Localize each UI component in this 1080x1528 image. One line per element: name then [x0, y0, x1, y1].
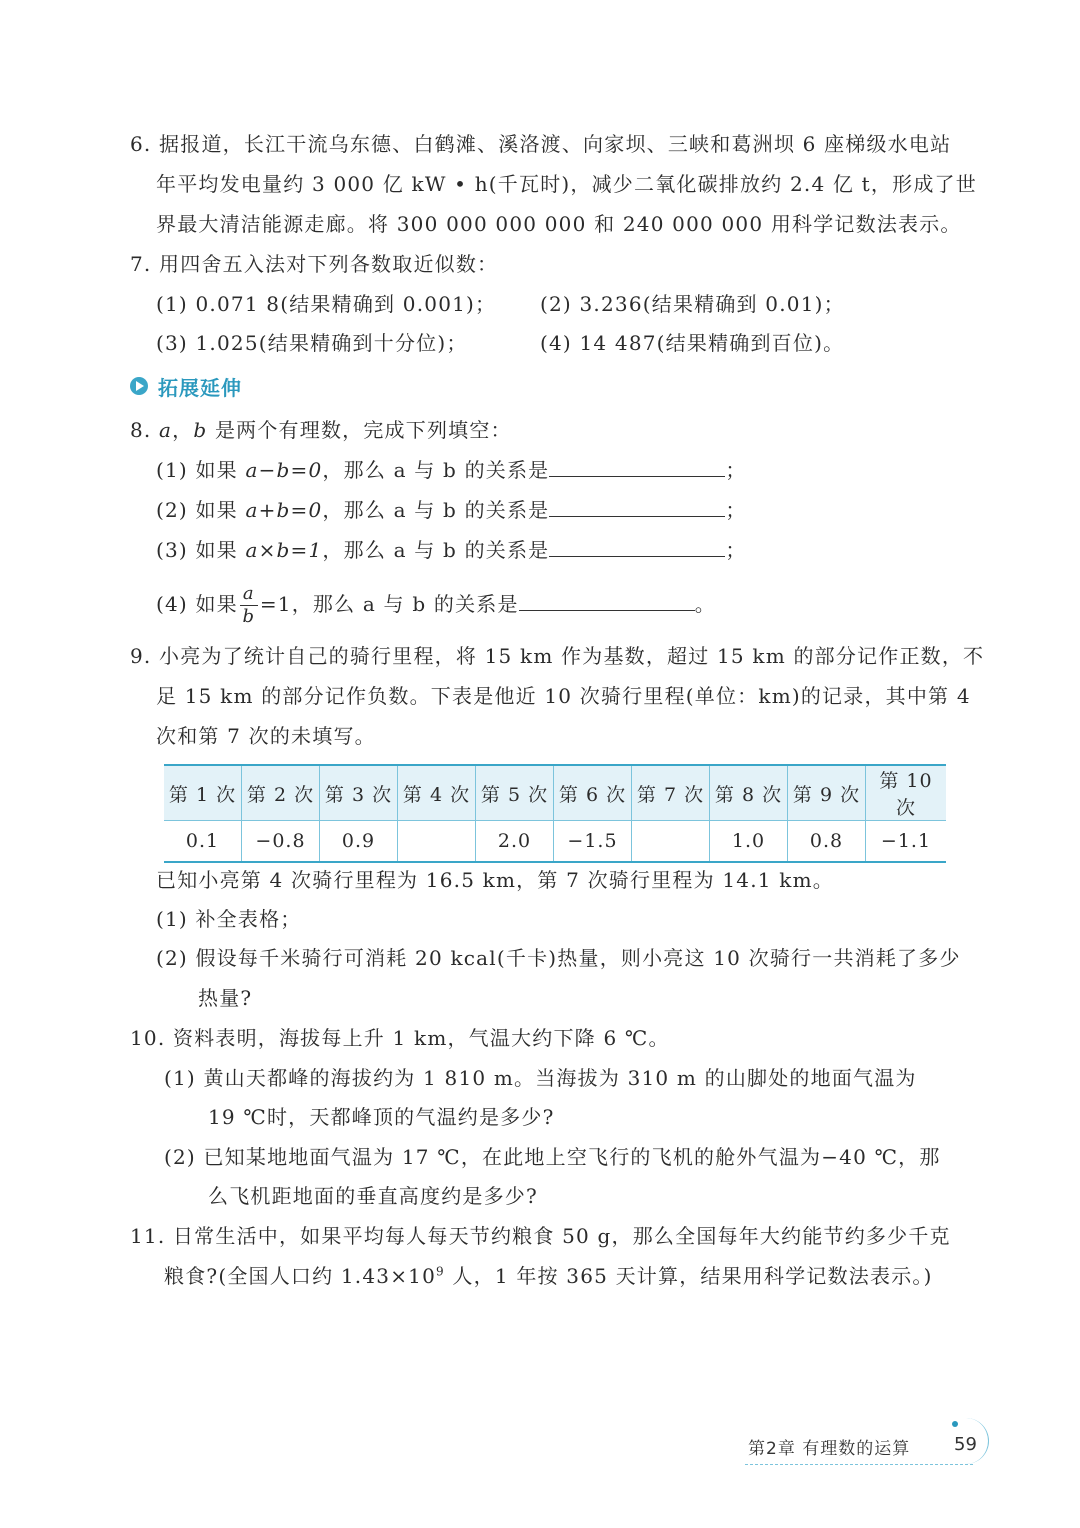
table-header-cell: 第 10 次 — [866, 765, 947, 821]
chapter-footer: 第2章 有理数的运算 — [748, 1439, 911, 1459]
table-cell: 0.8 — [788, 821, 866, 863]
q8-p2-expression: a+b=0 — [245, 498, 323, 522]
q9-part-2-line-2: 热量? — [198, 986, 253, 1010]
q8-p3-end: ； — [725, 538, 747, 562]
footer-divider — [745, 1464, 973, 1465]
q8-p1-blank[interactable] — [549, 456, 725, 477]
q10-part-2-line-1: (2) 已知某地地面气温为 17 ℃，在此地上空飞行的飞机的舱外气温为−40 ℃，那 — [164, 1145, 941, 1169]
q8-p2-prefix: (2) 如果 — [156, 498, 246, 522]
q8-p4-end: 。 — [694, 592, 716, 616]
page-number-dot — [952, 1421, 958, 1427]
riding-record-table — [164, 764, 946, 863]
table-row — [164, 821, 946, 863]
q6-line-2: 年平均发电量约 3 000 亿 kW • h(千瓦时)，减少二氧化碳排放约 2.4 亿 t，形成了世 — [156, 172, 977, 196]
fraction-numerator: a — [240, 583, 258, 606]
q8-stem-text: 是两个有理数，完成下列填空： — [207, 418, 512, 442]
q9-line-3: 次和第 7 次的未填写。 — [156, 724, 376, 748]
table-header-cell: 第 3 次 — [320, 765, 398, 821]
q8-var-a: a — [159, 418, 173, 442]
table-header-cell: 第 2 次 — [242, 765, 320, 821]
q10-part-1-line-1: (1) 黄山天都峰的海拔约为 1 810 m。当海拔为 310 m 的山脚处的地面气温为 — [164, 1066, 917, 1090]
section-title: 拓展延伸 — [158, 375, 242, 400]
q6-line-1: 6. 据报道，长江干流乌东德、白鹤滩、溪洛渡、向家坝、三峡和葛洲坝 6 座梯级水电站 — [130, 132, 952, 156]
table-cell-empty[interactable] — [398, 821, 476, 863]
table-header-cell: 第 7 次 — [632, 765, 710, 821]
q8-p3-blank[interactable] — [549, 536, 725, 557]
q7-part-1: (1) 0.071 8(结果精确到 0.001)； — [156, 292, 497, 316]
q11-line-1: 11. 日常生活中，如果平均每人每天节约粮食 50 g，那么全国每年大约能节约多少千克 — [130, 1224, 951, 1248]
q8-p4-relation: ，那么 a 与 b 的关系是 — [291, 592, 519, 616]
table-header-cell: 第 5 次 — [476, 765, 554, 821]
table-cell: 1.0 — [710, 821, 788, 863]
q9-line-1: 9. 小亮为了统计自己的骑行里程，将 15 km 作为基数，超过 15 km 的部分记作正数，不 — [130, 644, 985, 668]
q8-p2-relation: ，那么 a 与 b 的关系是 — [322, 498, 550, 522]
q7-part-2: (2) 3.236(结果精确到 0.01)； — [540, 292, 845, 316]
table-cell: 2.0 — [476, 821, 554, 863]
q6-line-3: 界最大清洁能源走廊。将 300 000 000 000 和 240 000 000 用科学记数法表示。 — [156, 212, 962, 236]
q11-line-2-prefix: 粮食?(全国人口约 1.43×10 — [164, 1264, 437, 1288]
q9-line-2: 足 15 km 的部分记作负数。下表是他近 10 次骑行里程(单位：km)的记录，其中第 4 — [156, 684, 971, 708]
q8-part-4 — [156, 580, 716, 628]
q8-p2-blank[interactable] — [549, 496, 725, 517]
q7-stem: 7. 用四舍五入法对下列各数取近似数： — [130, 252, 499, 276]
q8-var-b: b — [193, 418, 208, 442]
fraction-denominator: b — [242, 606, 256, 627]
q9-known: 已知小亮第 4 次骑行里程为 16.5 km，第 7 次骑行里程为 14.1 km。 — [156, 868, 834, 892]
q8-p1-end: ； — [725, 458, 747, 482]
q8-stem — [130, 416, 512, 444]
q8-p2-end: ； — [725, 498, 747, 522]
q9-part-2-line-1: (2) 假设每千米骑行可消耗 20 kcal(千卡)热量，则小亮这 10 次骑行一共消耗了多少 — [156, 946, 961, 970]
q8-p4-equation: =1 — [259, 592, 292, 616]
table-cell: 0.9 — [320, 821, 398, 863]
table-cell: −1.1 — [866, 821, 947, 863]
table-cell: −1.5 — [554, 821, 632, 863]
q8-part-1 — [156, 456, 747, 484]
table-cell: −0.8 — [242, 821, 320, 863]
q8-p1-relation: ，那么 a 与 b 的关系是 — [322, 458, 550, 482]
table-header-cell: 第 8 次 — [710, 765, 788, 821]
q8-p3-prefix: (3) 如果 — [156, 538, 246, 562]
q11-exponent: 9 — [436, 1264, 445, 1279]
table-header-cell: 第 4 次 — [398, 765, 476, 821]
q10-stem: 10. 资料表明，海拔每上升 1 km，气温大约下降 6 ℃。 — [130, 1026, 670, 1050]
q8-p4-prefix: (4) 如果 — [156, 592, 238, 616]
table-header-row — [164, 765, 946, 821]
fraction-a-over-b — [240, 583, 258, 628]
table-header-cell: 第 6 次 — [554, 765, 632, 821]
page-number: 59 — [954, 1434, 977, 1455]
q11-line-2 — [164, 1262, 933, 1290]
q8-part-3 — [156, 536, 747, 564]
q8-p1-prefix: (1) 如果 — [156, 458, 246, 482]
table-header-cell: 第 1 次 — [164, 765, 242, 821]
q8-comma: ， — [172, 418, 194, 442]
q8-part-2 — [156, 496, 747, 524]
q7-part-4: (4) 14 487(结果精确到百位)。 — [540, 331, 845, 355]
table-cell-empty[interactable] — [632, 821, 710, 863]
q10-part-1-line-2: 19 ℃时，天都峰顶的气温约是多少? — [208, 1105, 555, 1129]
q7-part-3: (3) 1.025(结果精确到十分位)； — [156, 331, 468, 355]
section-header — [130, 372, 242, 400]
q8-p1-expression: a−b=0 — [245, 458, 323, 482]
q9-part-1: (1) 补全表格； — [156, 907, 302, 931]
play-circle-icon — [130, 377, 148, 395]
table-header-cell: 第 9 次 — [788, 765, 866, 821]
q8-p3-expression: a×b=1 — [245, 538, 323, 562]
q8-number: 8. — [130, 418, 152, 442]
table-cell: 0.1 — [185, 830, 220, 852]
q11-line-2-suffix: 人，1 年按 365 天计算，结果用科学记数法表示。) — [444, 1264, 933, 1288]
q8-p3-relation: ，那么 a 与 b 的关系是 — [322, 538, 550, 562]
q8-p4-blank[interactable] — [519, 590, 695, 611]
q10-part-2-line-2: 么飞机距地面的垂直高度约是多少? — [208, 1184, 538, 1208]
